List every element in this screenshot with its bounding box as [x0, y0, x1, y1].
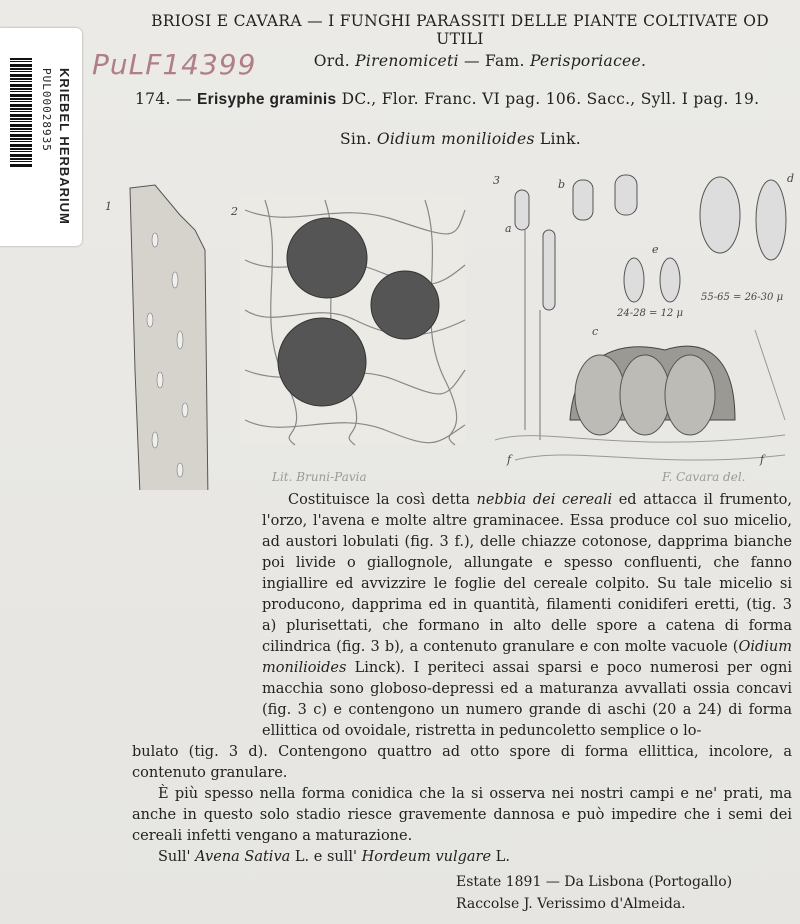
synonym-line: Sin. Oidium monilioides Link. [340, 130, 581, 148]
leaf-drawing [130, 185, 210, 490]
fig-letter-f: f [507, 453, 512, 466]
description-paragraph: Costituisce la così detta nebbia dei cereali ed attacca il frumento, l'orzo, l'avena e molte altre graminacee. Essa produce col suo micelio, ad austori lobulati (fig. 3 f.), delle chiazze cotonose, dapprima bianche poi livide o giallognole, allungate e spesso confluenti, che fanno ingiallire ed avvizzire le foglie del cereale colpito. Su tale micelio si producono, dapprima ed in quantità, filamenti conidiferi eretti, (tig. 3 a) plurisettati, che formano in alto delle spore a catena di forma cilindrica (fig. 3 b), a contenuto granulare e con molte vacuole (Oidium monilioides Linck). I periteci assai sparsi e poco numerosi per ogni macchia sono globoso-depressi ed a maturanza avvallati ossia concavi (fig. 3 c) e contengono un numero grande di aschi (20 a 24) di forma ellittica od ovoidale, ristretta in peduncoletto semplice o lo- [262, 492, 792, 739]
specimen-code: PUL00028935 [40, 68, 53, 152]
measure-conidia: 24-28 = 12 μ [617, 308, 683, 319]
fig-letter-a: a [505, 222, 512, 235]
order-family-line: Ord. Pirenomiceti — Fam. Perisporiacee. [313, 52, 647, 70]
mycelium-drawing [240, 195, 465, 445]
collector: Raccolse J. Verissimo d'Almeida. [456, 896, 686, 912]
illustration-plate [95, 170, 795, 490]
fig-letter-c: c [592, 325, 599, 338]
lithographer-credit: Lit. Bruni-Pavia [272, 470, 367, 484]
fig-letter-e: e [652, 243, 659, 256]
running-header: BRIOSI E CAVARA — I FUNGHI PARASSITI DELLE PIANTE COLTIVATE OD UTILI [151, 12, 769, 48]
note-paragraph: È più spesso nella forma conidica che la si osserva nei nostri campi e ne' prati, ma anche in questo solo stadio riesce gravemente dannosa e può impedire che i semi dei cereali infetti vengano a maturazione. [132, 786, 792, 844]
fig-letter-f2: f [760, 453, 765, 466]
herbarium-name: KRIEBEL HERBARIUM [57, 68, 72, 225]
fig-number-2: 2 [231, 205, 238, 218]
hosts-line: Sull' Avena Sativa L. e sull' Hordeum vulgare L. [158, 849, 510, 865]
barcode-icon [10, 58, 32, 168]
artist-credit: F. Cavara del. [662, 470, 746, 484]
measure-asci: 55-65 = 26-30 μ [701, 292, 784, 303]
fig-number-3: 3 [493, 174, 500, 187]
collection-locality: Estate 1891 — Da Lisbona (Portogallo) [456, 874, 733, 890]
herbarium-label [0, 28, 82, 246]
handwritten-accession: PuLF14399 [92, 48, 257, 81]
species-heading: 174. — Erisyphe graminis DC., Flor. Franc. VI pag. 106. Sacc., Syll. I pag. 19. [135, 90, 760, 108]
fig-letter-d: d [787, 172, 795, 185]
fig-number-1: 1 [105, 200, 112, 213]
description-continuation: bulato (tig. 3 d). Contengono quattro ad otto spore di forma ellittica, incolore, a contenuto granulare. [132, 744, 792, 781]
fig-letter-b: b [558, 178, 566, 191]
